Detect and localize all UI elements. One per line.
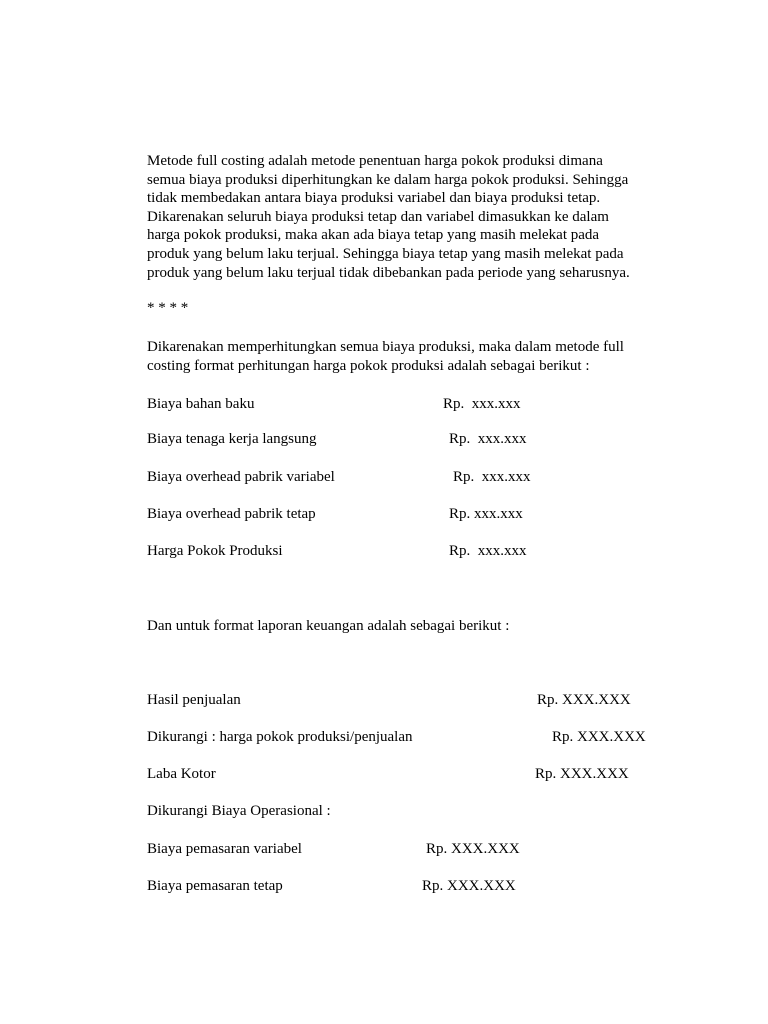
hpp-row-value: Rp. xxx.xxx [443, 396, 521, 412]
intro-paragraph: Metode full costing adalah metode penentuan harga pokok produksi dimana semua biaya produksi diperhitungkan ke dalam harga pokok produksi. Sehingga tidak membedakan antara biaya produksi variabel dan biaya produksi tetap. Dikarenakan seluruh biaya produksi tetap dan variabel dimasukkan ke dalam harga pokok produksi, maka akan ada biaya tetap yang masih melekat pada produk yang belum laku terjual. Sehingga biaya tetap yang masih melekat pada produk yang belum laku terjual tidak dibebankan pada periode yang seharusnya. [147, 153, 630, 281]
hpp-intro-paragraph: Dikarenakan memperhitungkan semua biaya produksi, maka dalam metode full costing format perhitungan harga pokok produksi adalah sebagai berikut : [147, 339, 624, 374]
hpp-row-value: Rp. xxx.xxx [453, 469, 531, 485]
report-row-value: Rp. XXX.XXX [552, 729, 646, 745]
report-row-label: Biaya pemasaran variabel [147, 841, 302, 857]
hpp-row-label: Biaya bahan baku [147, 396, 255, 412]
hpp-row-value: Rp. xxx.xxx [449, 543, 527, 559]
report-row-value: Rp. XXX.XXX [422, 878, 516, 894]
report-row-value: Rp. XXX.XXX [426, 841, 520, 857]
hpp-row-value: Rp. xxx.xxx [449, 506, 523, 522]
report-row-value: Rp. XXX.XXX [537, 692, 631, 708]
report-row-label: Dikurangi : harga pokok produksi/penjualan [147, 729, 413, 745]
hpp-row-label: Harga Pokok Produksi [147, 543, 283, 559]
report-row-label: Biaya pemasaran tetap [147, 878, 283, 894]
hpp-row-value: Rp. xxx.xxx [449, 431, 527, 447]
hpp-row-label: Biaya tenaga kerja langsung [147, 431, 317, 447]
hpp-row-label: Biaya overhead pabrik tetap [147, 506, 316, 522]
separator: * * * * [147, 300, 189, 316]
report-row-label: Hasil penjualan [147, 692, 241, 708]
report-row-label: Laba Kotor [147, 766, 216, 782]
report-intro: Dan untuk format laporan keuangan adalah sebagai berikut : [147, 618, 510, 634]
report-subheading: Dikurangi Biaya Operasional : [147, 803, 331, 819]
report-row-value: Rp. XXX.XXX [535, 766, 629, 782]
hpp-row-label: Biaya overhead pabrik variabel [147, 469, 335, 485]
